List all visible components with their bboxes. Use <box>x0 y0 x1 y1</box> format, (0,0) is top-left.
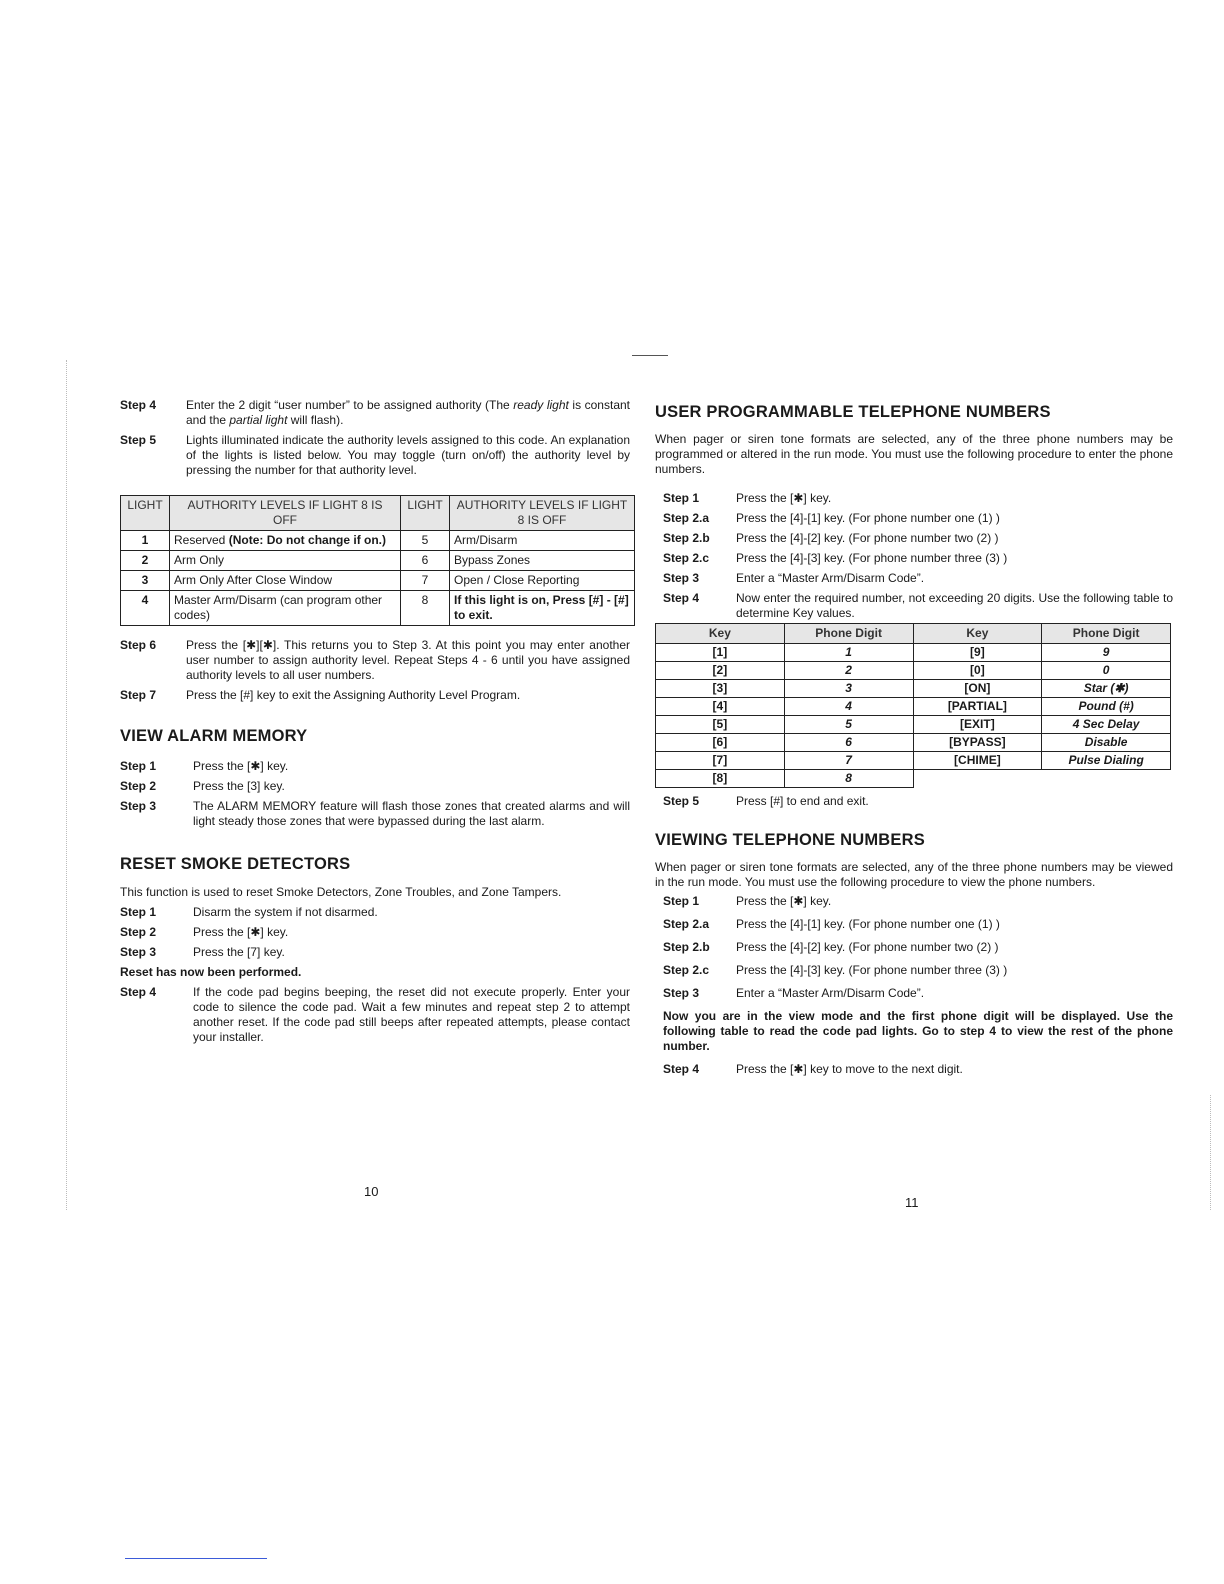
digit-cell: Disable <box>1042 734 1171 752</box>
viewing-telephone-heading: VIEWING TELEPHONE NUMBERS <box>655 831 925 849</box>
step-label: Step 2.c <box>663 551 710 565</box>
key-cell: [6] <box>656 734 785 752</box>
step-text: Lights illuminated indicate the authority levels assigned to this code. An explanation of the lights is listed below. You may toggle (turn on/off) the authority level by pressing the number for that authority level. <box>186 433 630 477</box>
step-text: Enter a “Master Arm/Disarm Code”. <box>736 571 925 585</box>
reset-step-1 <box>120 905 630 920</box>
step-text-part: will flash). <box>287 413 344 427</box>
key-cell: [1] <box>656 644 785 662</box>
right-page <box>655 405 1173 1082</box>
empty-cell <box>1042 770 1171 788</box>
step-label: Step 1 <box>120 905 157 919</box>
step-text: Now enter the required number, not exceeding 20 digits. Use the following table to determine Key values. <box>736 591 1173 620</box>
reset-performed-note: Reset has now been performed. <box>120 965 302 979</box>
step-label: Step 4 <box>120 398 157 412</box>
page-number-left: 10 <box>364 1184 379 1199</box>
digit-cell: Star (✱) <box>1042 680 1171 698</box>
digit-cell: 8 <box>784 770 913 788</box>
step-text: Disarm the system if not disarmed. <box>193 905 378 919</box>
step-text: The ALARM MEMORY feature will flash those zones that created alarms and will light steady those zones that were bypassed during the last alarm. <box>193 799 630 828</box>
authority-note: (Note: Do not change if on.) <box>228 533 387 547</box>
table-row <box>656 698 1171 716</box>
step-text: Press the [✱] key to move to the next digit. <box>736 1062 963 1076</box>
table-header-row <box>656 624 1171 644</box>
header-key: Key <box>913 624 1042 644</box>
step-text: Press the [4]-[1] key. (For phone number one (1) ) <box>736 511 1000 525</box>
authority-level: Arm Only <box>170 551 401 571</box>
authority-level <box>170 531 401 551</box>
step-text: Press the [✱] key. <box>193 925 289 939</box>
step-text: Press the [7] key. <box>193 945 285 959</box>
step-label: Step 4 <box>120 985 157 999</box>
authority-text: Reserved <box>174 533 229 547</box>
scan-mark <box>632 355 668 356</box>
step-text: Press the [4]-[2] key. (For phone number two (2) ) <box>736 531 999 545</box>
header-key: Key <box>656 624 785 644</box>
view-alarm-memory-heading: VIEW ALARM MEMORY <box>120 727 308 745</box>
step-label: Step 1 <box>663 491 700 505</box>
user-programmable-heading: USER PROGRAMMABLE TELEPHONE NUMBERS <box>655 403 1051 421</box>
step-text: Enter a “Master Arm/Disarm Code”. <box>736 986 925 1000</box>
prog-step-2c <box>663 551 1173 566</box>
table-row <box>121 571 635 591</box>
table-header-row <box>121 496 635 531</box>
step-text: Press the [✱] key. <box>193 759 289 773</box>
prog-step-2b <box>663 531 1173 546</box>
key-cell: [4] <box>656 698 785 716</box>
header-authority-levels: AUTHORITY LEVELS IF LIGHT 8 IS OFF <box>450 496 635 531</box>
view-step-4 <box>663 1062 1173 1077</box>
table-row <box>656 644 1171 662</box>
key-cell: [7] <box>656 752 785 770</box>
step-text-part: Enter the 2 digit “user number” to be assigned authority (The <box>186 398 514 412</box>
reset-smoke-detectors-heading: RESET SMOKE DETECTORS <box>120 855 351 873</box>
step-7-exit <box>120 688 630 703</box>
step-5-lights <box>120 433 630 478</box>
view-step-2c <box>663 963 1173 978</box>
digit-cell: Pound (#) <box>1042 698 1171 716</box>
key-cell: [EXIT] <box>913 716 1042 734</box>
step-label: Step 2 <box>120 779 157 793</box>
step-label: Step 3 <box>120 799 157 813</box>
key-values-table <box>655 623 1171 788</box>
reset-step-3 <box>120 945 630 960</box>
digit-cell: 1 <box>784 644 913 662</box>
user-prog-intro: When pager or siren tone formats are selected, any of the three phone numbers may be programmed or altered in the run mode. You must use the following procedure to enter the phone numbers. <box>655 432 1173 476</box>
step-label: Step 5 <box>120 433 157 447</box>
digit-cell: 0 <box>1042 662 1171 680</box>
step-text: Press the [3] key. <box>193 779 285 793</box>
step-text: Press the [4]-[2] key. (For phone number two (2) ) <box>736 940 999 954</box>
key-cell: [2] <box>656 662 785 680</box>
key-cell: [9] <box>913 644 1042 662</box>
reset-step-2 <box>120 925 630 940</box>
step-label: Step 6 <box>120 638 157 652</box>
key-cell: [3] <box>656 680 785 698</box>
digit-cell: 6 <box>784 734 913 752</box>
step-text: Press the [✱][✱]. This returns you to Step 3. At this point you may enter another user number to assign authority level. Repeat Steps 4 - 6 until you have assigned authority levels to all user numbers. <box>186 638 630 682</box>
alarm-step-1 <box>120 759 630 774</box>
empty-cell <box>913 770 1042 788</box>
step-text: Press the [✱] key. <box>736 894 832 908</box>
viewing-intro: When pager or siren tone formats are selected, any of the three phone numbers may be viewed in the run mode. You must use the following procedure to view the phone numbers. <box>655 860 1173 889</box>
authority-level: Arm/Disarm <box>450 531 635 551</box>
table-row <box>656 734 1171 752</box>
digit-cell: 7 <box>784 752 913 770</box>
table-row <box>656 752 1171 770</box>
step-label: Step 7 <box>120 688 157 702</box>
key-cell: [8] <box>656 770 785 788</box>
light-number: 7 <box>401 571 450 591</box>
reset-intro: This function is used to reset Smoke Detectors, Zone Troubles, and Zone Tampers. <box>120 885 562 899</box>
step-text <box>186 398 630 428</box>
prog-step-2a <box>663 511 1173 526</box>
authority-level: If this light is on, Press [#] - [#] to exit. <box>450 591 635 626</box>
header-light: LIGHT <box>121 496 170 531</box>
view-step-1 <box>663 894 1173 909</box>
key-cell: [CHIME] <box>913 752 1042 770</box>
key-cell: [PARTIAL] <box>913 698 1042 716</box>
step-label: Step 4 <box>663 591 700 605</box>
alarm-step-3 <box>120 799 630 829</box>
table-row <box>656 716 1171 734</box>
table-row <box>656 680 1171 698</box>
step-text: If the code pad begins beeping, the reset did not execute properly. Enter your code to silence the code pad. Wait a few minutes and repeat step 2 to attempt another reset. If the code pad still beeps after repeated attempts, please contact your installer. <box>193 985 630 1044</box>
key-cell: [BYPASS] <box>913 734 1042 752</box>
scan-line <box>125 1558 267 1559</box>
step-text-part: is constant and the <box>186 398 630 427</box>
step-label: Step 2.b <box>663 940 710 954</box>
digit-cell: 4 <box>784 698 913 716</box>
prog-step-5 <box>663 794 1173 809</box>
table-row <box>656 770 1171 788</box>
authority-level: Arm Only After Close Window <box>170 571 401 591</box>
step-label: Step 1 <box>663 894 700 908</box>
reset-step-4 <box>120 985 630 1045</box>
header-phone-digit: Phone Digit <box>784 624 913 644</box>
step-label: Step 3 <box>663 571 700 585</box>
step-text: Press the [4]-[3] key. (For phone number three (3) ) <box>736 963 1008 977</box>
authority-level: Master Arm/Disarm (can program other codes) <box>170 591 401 626</box>
alarm-step-2 <box>120 779 630 794</box>
step-label: Step 4 <box>663 1062 700 1076</box>
digit-cell: 3 <box>784 680 913 698</box>
step-label: Step 2.c <box>663 963 710 977</box>
key-cell: [ON] <box>913 680 1042 698</box>
step-text: Press the [✱] key. <box>736 491 832 505</box>
step-text: Press the [4]-[1] key. (For phone number one (1) ) <box>736 917 1000 931</box>
page-number-right: 11 <box>905 1195 919 1210</box>
digit-cell: 9 <box>1042 644 1171 662</box>
step-label: Step 3 <box>663 986 700 1000</box>
prog-step-1 <box>663 491 1173 506</box>
scan-margin-line <box>66 360 68 1210</box>
table-row <box>656 662 1171 680</box>
step-label: Step 2.b <box>663 531 710 545</box>
step-6-return <box>120 638 630 683</box>
digit-cell: Pulse Dialing <box>1042 752 1171 770</box>
prog-step-4 <box>663 591 1173 621</box>
light-number: 3 <box>121 571 170 591</box>
step-label: Step 2 <box>120 925 157 939</box>
key-cell: [0] <box>913 662 1042 680</box>
step-text: Press the [4]-[3] key. (For phone number three (3) ) <box>736 551 1008 565</box>
step-text: Press the [#] key to exit the Assigning Authority Level Program. <box>186 688 521 702</box>
step-label: Step 2.a <box>663 511 710 525</box>
light-number: 2 <box>121 551 170 571</box>
step-label: Step 1 <box>120 759 157 773</box>
step-4-enter-user-number <box>120 398 630 428</box>
authority-levels-table <box>120 495 635 626</box>
digit-cell: 2 <box>784 662 913 680</box>
step-label: Step 5 <box>663 794 700 808</box>
partial-light-term: partial light <box>229 413 288 427</box>
step-label: Step 3 <box>120 945 157 959</box>
left-page <box>120 398 630 1050</box>
table-row <box>121 551 635 571</box>
header-light: LIGHT <box>401 496 450 531</box>
digit-cell: 4 Sec Delay <box>1042 716 1171 734</box>
step-label: Step 2.a <box>663 917 710 931</box>
step-text: Press [#] to end and exit. <box>736 794 869 808</box>
table-row <box>121 531 635 551</box>
digit-cell: 5 <box>784 716 913 734</box>
header-authority-levels: AUTHORITY LEVELS IF LIGHT 8 IS OFF <box>170 496 401 531</box>
table-row <box>121 591 635 626</box>
authority-level: Open / Close Reporting <box>450 571 635 591</box>
light-number: 8 <box>401 591 450 626</box>
key-cell: [5] <box>656 716 785 734</box>
scan-margin-line <box>1210 1095 1212 1210</box>
ready-light-term: ready light <box>513 398 569 412</box>
light-number: 6 <box>401 551 450 571</box>
view-step-2a <box>663 917 1173 932</box>
header-phone-digit: Phone Digit <box>1042 624 1171 644</box>
view-step-2b <box>663 940 1173 955</box>
light-number: 5 <box>401 531 450 551</box>
view-step-3 <box>663 986 1173 1001</box>
light-number: 4 <box>121 591 170 626</box>
light-number: 1 <box>121 531 170 551</box>
authority-level: Bypass Zones <box>450 551 635 571</box>
prog-step-3 <box>663 571 1173 586</box>
view-mode-note: Now you are in the view mode and the first phone digit will be displayed. Use the following table to read the code pad lights. Go to step 4 to view the rest of the phone number. <box>663 1009 1173 1053</box>
